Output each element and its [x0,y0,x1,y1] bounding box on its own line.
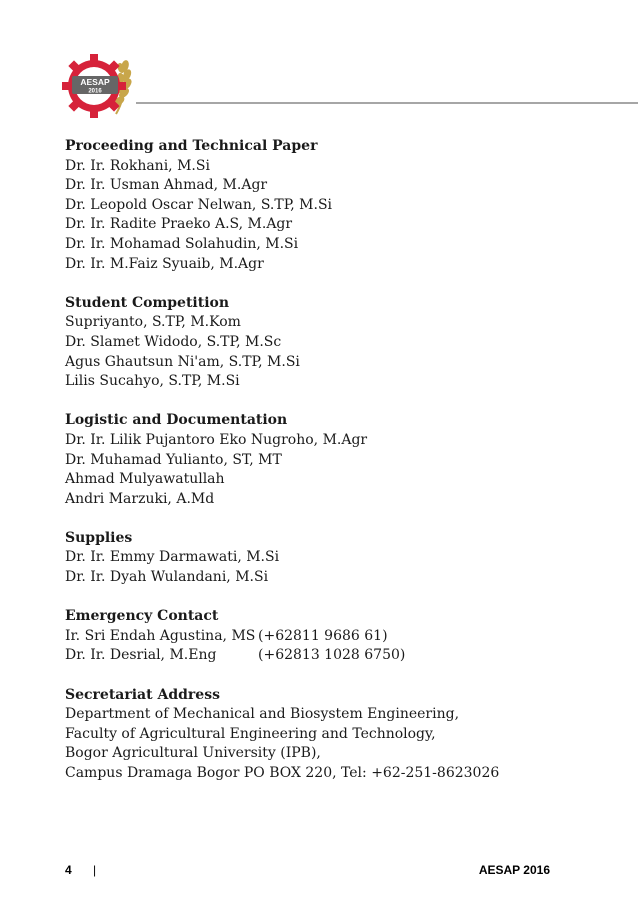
member-name: Ahmad Mulyawatullah [65,471,225,488]
section-title: Supplies [65,529,133,546]
committee-content [65,137,585,803]
contact-name: Dr. Ir. Desrial, M.Eng [65,647,217,664]
contact-phone: (+62813 1028 6750) [258,647,406,664]
section-secretariat-address [65,686,585,784]
member-name: Dr. Slamet Widodo, S.TP, M.Sc [65,333,282,350]
contact-row [65,646,585,666]
address-line: Campus Dramaga Bogor PO BOX 220, Tel: +62-251-8623026 [65,765,500,781]
member-name: Agus Ghautsun Ni'am, S.TP, M.Si [65,353,300,370]
aesap-logo-graphic [58,44,138,124]
section-logistic [65,411,585,509]
section-proceeding [65,137,585,274]
section-title: Student Competition [65,294,230,311]
logo-text-main: AESAP [80,77,110,87]
footer-doc-name: AESAP 2016 [478,863,550,877]
contact-row [65,627,585,647]
member-name: Dr. Muhamad Yulianto, ST, MT [65,451,282,468]
member-name: Dr. Ir. Rokhani, M.Si [65,157,210,174]
section-title: Proceeding and Technical Paper [65,138,318,154]
aesap-logo [58,44,138,124]
member-name: Dr. Ir. Radite Praeko A.S, M.Agr [65,216,293,233]
member-name: Dr. Ir. Mohamad Solahudin, M.Si [65,235,299,252]
member-name: Lilis Sucahyo, S.TP, M.Si [65,373,240,390]
footer-separator: | [93,863,97,877]
address-line: Department of Mechanical and Biosystem Engineering, [65,706,460,723]
member-name: Dr. Ir. Emmy Darmawati, M.Si [65,549,280,566]
section-title: Secretariat Address [65,686,220,703]
contact-phone: (+62811 9686 61) [258,627,388,644]
header-rule [136,102,638,104]
contact-name: Ir. Sri Endah Agustina, MS [65,627,256,644]
section-emergency-contact [65,607,585,666]
address-line: Faculty of Agricultural Engineering and Technology, [65,725,436,742]
page-number: 4 [65,863,72,877]
member-name: Dr. Ir. Lilik Pujantoro Eko Nugroho, M.Agr [65,431,368,448]
member-name: Dr. Ir. Usman Ahmad, M.Agr [65,177,268,194]
section-title: Logistic and Documentation [65,412,288,429]
section-title: Emergency Contact [65,608,219,625]
section-student-competition [65,294,585,392]
member-name: Dr. Ir. Dyah Wulandani, M.Si [65,569,269,586]
address-line: Bogor Agricultural University (IPB), [65,745,321,762]
member-name: Dr. Leopold Oscar Nelwan, S.TP, M.Si [65,196,333,213]
logo-text-year: 2016 [88,88,102,95]
member-name: Supriyanto, S.TP, M.Kom [65,314,241,331]
member-name: Andri Marzuki, A.Md [65,490,215,507]
section-supplies [65,529,585,588]
member-name: Dr. Ir. M.Faiz Syuaib, M.Agr [65,255,264,272]
